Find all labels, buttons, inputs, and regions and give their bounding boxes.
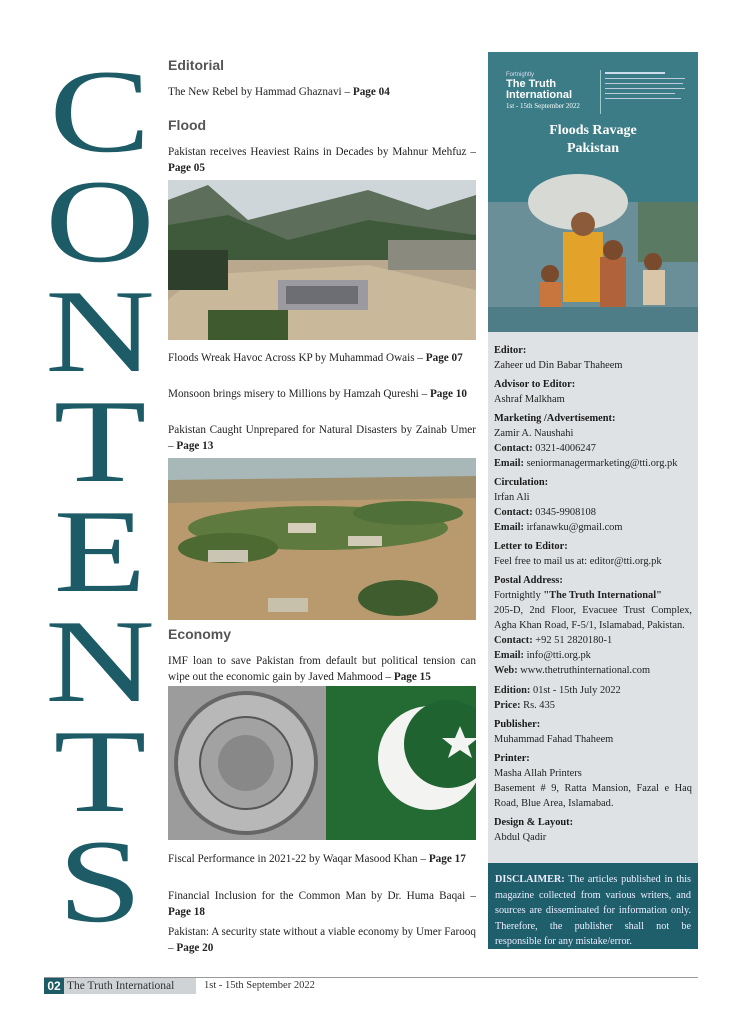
entry-page: Page 20 <box>176 942 214 954</box>
edition-label: Edition: <box>494 685 531 696</box>
contents-vertical-title <box>44 45 156 947</box>
letter-o: O <box>45 155 155 287</box>
circulation-name: Irfan Ali <box>494 492 530 503</box>
web-link[interactable]: www.thetruthinternational.com <box>520 665 651 676</box>
publisher-name: Muhammad Fahad Thaheem <box>494 734 614 745</box>
cover-headline-line2: Pakistan <box>566 141 620 156</box>
letter-t: T <box>53 375 147 507</box>
toc-entry[interactable] <box>168 350 476 366</box>
flood-kp-illustration <box>168 180 476 340</box>
marketing-email-line <box>494 456 692 471</box>
edition-line <box>494 683 692 698</box>
circulation-email[interactable]: irfanawku@gmail.com <box>526 522 623 533</box>
publisher-label: Publisher: <box>494 719 541 730</box>
toc-entry[interactable] <box>168 144 476 176</box>
design-label: Design & Layout: <box>494 817 574 828</box>
price-value: Rs. 435 <box>523 700 555 711</box>
cover-brand-line1: The Truth <box>506 78 557 90</box>
cover-headline-line1: Floods Ravage <box>549 123 637 138</box>
letter-c: C <box>49 45 151 177</box>
marketing-email[interactable]: seniormanagermarketing@tti.org.pk <box>526 458 678 469</box>
entry-text: Pakistan receives Heaviest Rains in Decades by Mahnur Mehfuz – <box>168 146 476 158</box>
entry-page: Page 10 <box>429 388 467 400</box>
circulation-contact-line <box>494 505 692 520</box>
design-name: Abdul Qadir <box>494 832 547 843</box>
entry-page: Page 15 <box>393 671 431 683</box>
toc-entry[interactable] <box>168 386 476 402</box>
entry-text: Pakistan Caught Unprepared for Natural Disasters by Zainab Umer – <box>168 424 476 452</box>
entry-text: The New Rebel by Hammad Ghaznavi – <box>168 86 353 98</box>
circulation-contact: 0345-9908108 <box>535 507 596 518</box>
editor-label: Editor: <box>494 345 527 356</box>
letter-t-2: T <box>53 705 147 837</box>
marketing-contact-line <box>494 441 692 456</box>
postal-email-line <box>494 648 692 663</box>
postal-contact: +92 51 2820180-1 <box>535 635 613 646</box>
letter-label: Letter to Editor: <box>494 541 568 552</box>
toc-entry[interactable] <box>168 888 476 920</box>
email-label: Email: <box>494 522 525 533</box>
imf-pakistan-photo <box>168 686 476 840</box>
toc-entry[interactable] <box>168 653 476 685</box>
postal-prefix: Fortnightly <box>494 590 544 601</box>
entry-text: Monsoon brings misery to Millions by Hamzah Qureshi – <box>168 388 430 400</box>
postal-address: 205-D, 2nd Floor, Evacuee Trust Complex, Agha Khan Road, F-5/1, Islamabad, Pakistan. <box>494 605 692 631</box>
entry-text: Fiscal Performance in 2021-22 by Waqar Masood Khan – <box>168 853 429 865</box>
cover-contents-teaser <box>600 70 690 114</box>
printer-address: Basement # 9, Ratta Mansion, Fazal e Haq Road, Blue Area, Islamabad. <box>494 783 692 809</box>
advisor-name: Ashraf Malkham <box>494 394 565 405</box>
circulation-label: Circulation: <box>494 477 549 488</box>
marketing-contact: 0321-4006247 <box>535 443 596 454</box>
web-label: Web: <box>494 665 518 676</box>
printer-name: Masha Allah Printers <box>494 768 582 779</box>
edition-value: 01st - 15th July 2022 <box>533 685 621 696</box>
entry-text: Floods Wreak Havoc Across KP by Muhammad Owais – <box>168 352 426 364</box>
section-title-flood: Flood <box>168 117 207 133</box>
entry-page: Page 07 <box>425 352 463 364</box>
imf-seal-and-flag-illustration <box>168 686 476 840</box>
disclaimer-label: DISCLAIMER: <box>495 874 565 885</box>
footer-issue-date: 1st - 15th September 2022 <box>204 980 315 991</box>
printer-label: Printer: <box>494 753 530 764</box>
marketing-label: Marketing /Advertisement: <box>494 413 616 424</box>
entry-page: Page 17 <box>428 853 466 865</box>
flood-aerial-photo <box>168 458 476 620</box>
letter-n: N <box>45 265 155 397</box>
price-line <box>494 698 692 713</box>
email-label: Email: <box>494 650 525 661</box>
marketing-name: Zamir A. Naushahi <box>494 428 574 439</box>
entry-page: Page 05 <box>168 162 205 174</box>
advisor-label: Advisor to Editor: <box>494 379 576 390</box>
entry-page: Page 13 <box>176 440 214 452</box>
postal-name: "The Truth International" <box>543 590 662 601</box>
circulation-email-line <box>494 520 692 535</box>
flood-aerial-illustration <box>168 458 476 620</box>
flood-kp-photo <box>168 180 476 340</box>
letter-n-2: N <box>45 595 155 727</box>
entry-page: Page 18 <box>168 906 205 918</box>
entry-page: Page 04 <box>352 86 390 98</box>
masthead-panel <box>488 332 698 863</box>
section-title-economy: Economy <box>168 626 232 642</box>
web-line <box>494 663 692 678</box>
toc-entry[interactable] <box>168 84 476 100</box>
contact-label: Contact: <box>494 443 533 454</box>
contact-label: Contact: <box>494 507 533 518</box>
toc-entry[interactable] <box>168 851 476 867</box>
price-label: Price: <box>494 700 521 711</box>
postal-contact-line <box>494 633 692 648</box>
cover-date: 1st - 15th September 2022 <box>506 102 580 110</box>
postal-email[interactable]: info@tti.org.pk <box>526 650 591 661</box>
letter-s: S <box>57 815 143 947</box>
cover-kicker: Fortnightly <box>506 72 535 78</box>
page-number: 02 <box>44 978 64 994</box>
postal-label: Postal Address: <box>494 575 563 586</box>
email-label: Email: <box>494 458 525 469</box>
magazine-cover <box>488 52 698 332</box>
toc-entry[interactable] <box>168 422 476 454</box>
cover-brand-line2: International <box>506 89 573 101</box>
footer-magazine-name: The Truth International <box>64 978 196 994</box>
letter-text: Feel free to mail us at: editor@tti.org.pk <box>494 556 662 567</box>
entry-text: IMF loan to save Pakistan from default but political tension can wipe out the economic gain by Javed Mahmood – <box>168 655 476 683</box>
disclaimer-text: The articles published in this magazine collected from various writers, and sources are disseminated for information only. Therefore, the publisher shall not be responsible for any mistake/error. <box>495 874 691 947</box>
toc-entry[interactable] <box>168 924 476 956</box>
entry-text: Pakistan: A security state without a viable economy by Umer Farooq – <box>168 926 476 954</box>
entry-text: Financial Inclusion for the Common Man by Dr. Huma Baqai – <box>168 890 476 902</box>
contact-label: Contact: <box>494 635 533 646</box>
postal-name-line <box>494 588 692 603</box>
disclaimer-box <box>488 863 698 949</box>
section-title-editorial: Editorial <box>168 57 225 73</box>
editor-name: Zaheer ud Din Babar Thaheem <box>494 360 623 371</box>
letter-e: E <box>53 485 147 617</box>
